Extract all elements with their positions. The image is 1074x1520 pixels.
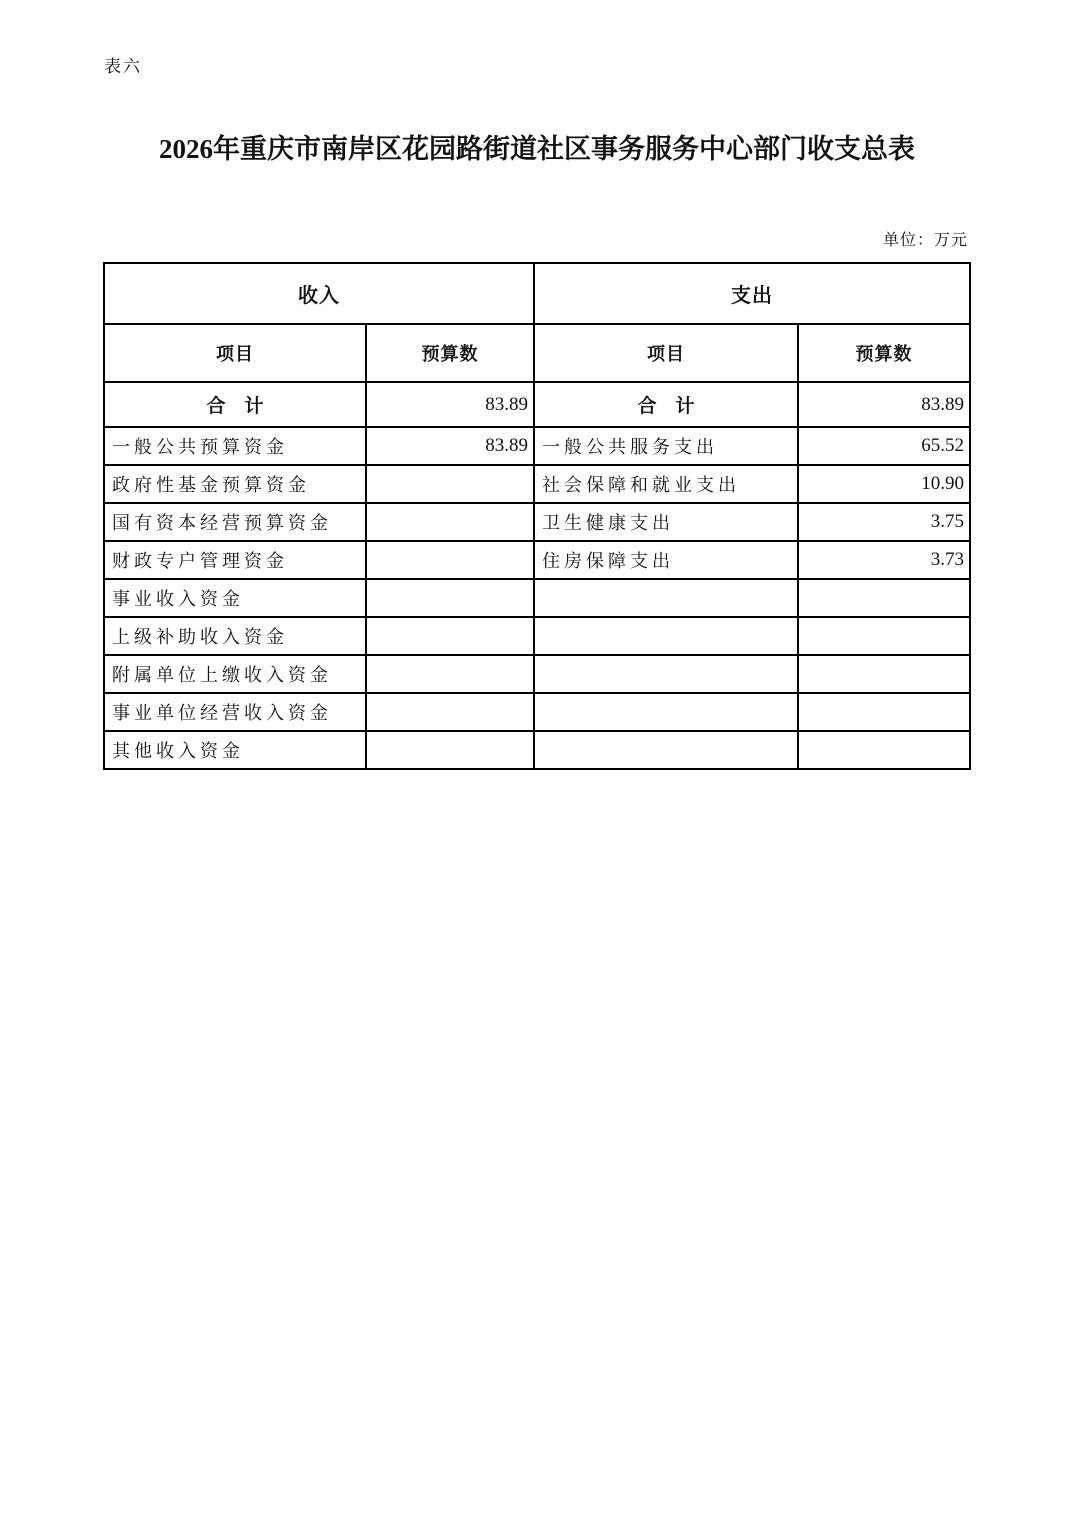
table-row: [104, 465, 970, 503]
table-row: [104, 617, 970, 655]
table-row: [104, 693, 970, 731]
expense-value-cell: [798, 655, 970, 693]
income-section-header: 收入: [104, 263, 534, 324]
expense-item-cell: [534, 655, 798, 693]
income-value-cell: [366, 503, 534, 541]
expense-item-cell: 社会保障和就业支出: [534, 465, 798, 503]
income-item-cell: 国有资本经营预算资金: [104, 503, 366, 541]
unit-note: 单位：万元: [882, 232, 968, 249]
expense-value-cell: 3.75: [798, 503, 970, 541]
expense-item-cell: [534, 693, 798, 731]
expense-item-cell: 住房保障支出: [534, 541, 798, 579]
income-value-cell: 83.89: [366, 427, 534, 465]
document-title: 2026年重庆市南岸区花园路街道社区事务服务中心部门收支总表: [159, 134, 915, 164]
expense-section-header: 支出: [534, 263, 970, 324]
expense-total-label-cell: [534, 382, 798, 427]
income-value-cell: [366, 541, 534, 579]
table-row: [104, 655, 970, 693]
expense-value-cell: [798, 579, 970, 617]
income-total-value-cell: 83.89: [366, 382, 534, 427]
expense-value-cell: [798, 617, 970, 655]
income-value-cell: [366, 731, 534, 769]
expense-item-cell: [534, 617, 798, 655]
income-value-cell: [366, 465, 534, 503]
income-item-cell: 政府性基金预算资金: [104, 465, 366, 503]
expense-item-cell: [534, 579, 798, 617]
income-item-cell: 附属单位上缴收入资金: [104, 655, 366, 693]
expense-value-cell: 10.90: [798, 465, 970, 503]
income-item-cell: 财政专户管理资金: [104, 541, 366, 579]
expense-budget-column-header: 预算数: [798, 324, 970, 382]
expense-value-cell: 3.73: [798, 541, 970, 579]
income-value-cell: [366, 655, 534, 693]
income-total-label-cell: [104, 382, 366, 427]
table-row: [104, 503, 970, 541]
income-item-cell: 一般公共预算资金: [104, 427, 366, 465]
income-item-cell: 事业收入资金: [104, 579, 366, 617]
table-row: [104, 427, 970, 465]
table-row: [104, 541, 970, 579]
column-header-row: [104, 324, 970, 382]
income-item-cell: 其他收入资金: [104, 731, 366, 769]
expense-item-column-header: 项目: [534, 324, 798, 382]
expense-total-label: 合计: [637, 396, 714, 417]
income-total-label: 合计: [206, 396, 283, 417]
expense-value-cell: 65.52: [798, 427, 970, 465]
expense-item-cell: 卫生健康支出: [534, 503, 798, 541]
expense-value-cell: [798, 693, 970, 731]
section-header-row: [104, 263, 970, 324]
income-item-cell: 事业单位经营收入资金: [104, 693, 366, 731]
table-row: [104, 731, 970, 769]
income-budget-column-header: 预算数: [366, 324, 534, 382]
income-value-cell: [366, 617, 534, 655]
expense-total-value-cell: 83.89: [798, 382, 970, 427]
income-item-cell: 上级补助收入资金: [104, 617, 366, 655]
expense-value-cell: [798, 731, 970, 769]
income-value-cell: [366, 579, 534, 617]
total-row: [104, 382, 970, 427]
expense-item-cell: [534, 731, 798, 769]
table-row: [104, 579, 970, 617]
income-value-cell: [366, 693, 534, 731]
table-number-label: 表六: [104, 57, 142, 76]
income-item-column-header: 项目: [104, 324, 366, 382]
expense-item-cell: 一般公共服务支出: [534, 427, 798, 465]
budget-summary-table: [103, 262, 971, 770]
